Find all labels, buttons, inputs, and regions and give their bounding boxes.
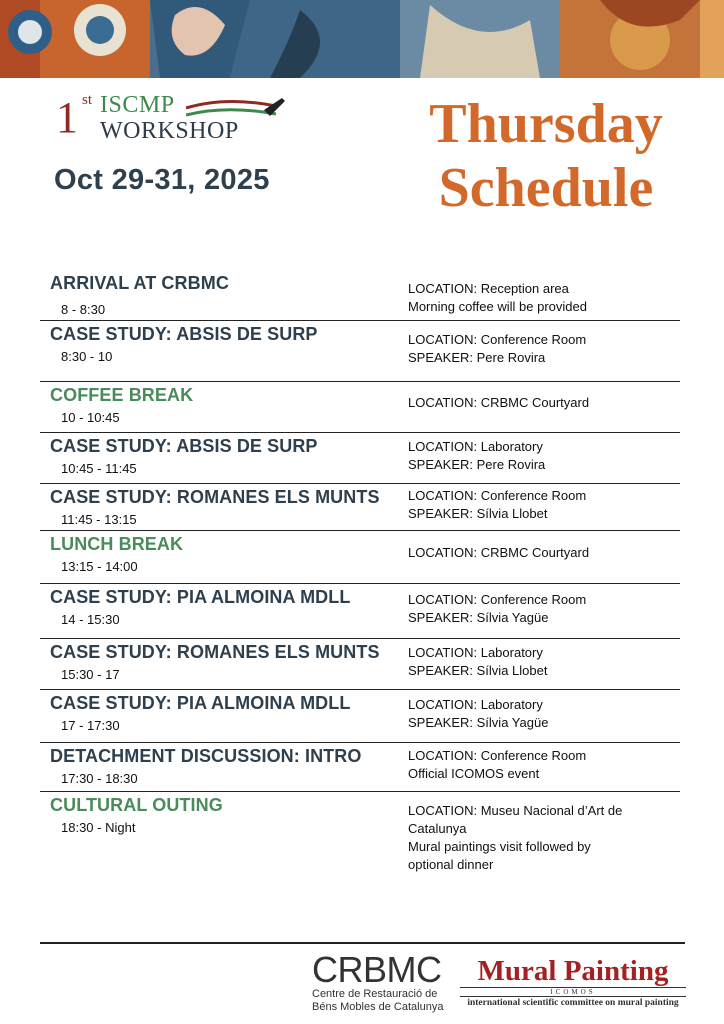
session-detail-line: LOCATION: Laboratory (408, 439, 543, 454)
session-details (408, 438, 678, 474)
schedule-row (40, 639, 680, 690)
schedule-row (40, 584, 680, 639)
session-detail-line: Official ICOMOS event (408, 766, 540, 781)
session-detail-line: LOCATION: Conference Room (408, 332, 587, 347)
session-detail-line: SPEAKER: Sílvia Yagüe (408, 715, 549, 730)
session-details (408, 591, 678, 627)
session-title: LUNCH BREAK (50, 534, 184, 554)
schedule-row (40, 268, 680, 321)
session-time: 8:30 - 10 (61, 349, 113, 364)
schedule-table (40, 268, 680, 882)
title-line1: Thursday (429, 93, 663, 155)
workshop-logo (56, 88, 286, 148)
schedule-row (40, 382, 680, 433)
session-time: 8 - 8:30 (61, 302, 106, 317)
session-detail-line: SPEAKER: Sílvia Yagüe (408, 610, 549, 625)
session-time: 18:30 - Night (61, 820, 136, 835)
session-detail-line: SPEAKER: Sílvia Llobet (408, 663, 548, 678)
session-details (408, 544, 678, 562)
mural-tagline: international scientific committee on mural painting (467, 998, 679, 1008)
title-line2: Schedule (438, 157, 654, 219)
session-title: CASE STUDY: ABSIS DE SURP (50, 324, 318, 344)
session-detail-line: LOCATION: Conference Room (408, 488, 587, 503)
mural-painting-logo (460, 956, 686, 1009)
event-dates: Oct 29-31, 2025 (54, 164, 270, 196)
schedule-row (40, 531, 680, 584)
session-detail-line: LOCATION: Conference Room (408, 592, 587, 607)
session-title: DETACHMENT DISCUSSION: INTRO (50, 746, 362, 766)
crbmc-name: CRBMC (312, 949, 442, 990)
session-details (408, 747, 678, 783)
schedule-row (40, 321, 680, 382)
schedule-row (40, 484, 680, 531)
crbmc-line2: Béns Mobles de Catalunya (312, 1001, 444, 1013)
session-title: ARRIVAL AT CRBMC (50, 273, 229, 293)
session-details (408, 394, 678, 412)
session-time: 14 - 15:30 (61, 612, 120, 627)
logo-superscript: st (82, 92, 93, 108)
logo-number: 1 (56, 93, 78, 142)
schedule-row (40, 433, 680, 484)
session-detail-line: optional dinner (408, 857, 494, 872)
session-details (408, 696, 678, 732)
session-detail-line: SPEAKER: Pere Rovira (408, 350, 546, 365)
session-title: CULTURAL OUTING (50, 795, 223, 815)
session-details (408, 280, 678, 316)
session-detail-line: Mural paintings visit followed by (408, 839, 591, 854)
session-detail-line: Morning coffee will be provided (408, 299, 587, 314)
schedule-row (40, 690, 680, 743)
session-detail-line: LOCATION: Conference Room (408, 748, 587, 763)
page-title (396, 92, 696, 220)
mural-org: ICOMOS (460, 987, 686, 997)
session-detail-line: LOCATION: Museu Nacional d’Art de (408, 803, 623, 818)
session-time: 17:30 - 18:30 (61, 771, 138, 786)
logo-line2: WORKSHOP (100, 118, 239, 144)
session-detail-line: LOCATION: Laboratory (408, 645, 543, 660)
session-details (408, 487, 678, 523)
session-detail-line: LOCATION: CRBMC Courtyard (408, 395, 590, 410)
session-detail-line: LOCATION: Reception area (408, 281, 569, 296)
paintbrush-icon (186, 96, 286, 122)
session-detail-line: Catalunya (408, 821, 467, 836)
mural-name: Mural Painting (477, 955, 669, 987)
header-banner-painting (0, 0, 724, 78)
session-title: CASE STUDY: PIA ALMOINA MDLL (50, 693, 351, 713)
schedule-row (40, 743, 680, 792)
session-title: COFFEE BREAK (50, 385, 194, 405)
session-title: CASE STUDY: ROMANES ELS MUNTS (50, 642, 380, 662)
logo-line1: ISCMP (100, 92, 175, 118)
session-title: CASE STUDY: ROMANES ELS MUNTS (50, 487, 380, 507)
session-details (408, 331, 678, 367)
session-time: 13:15 - 14:00 (61, 559, 138, 574)
session-time: 11:45 - 13:15 (61, 512, 137, 527)
session-detail-line: SPEAKER: Pere Rovira (408, 457, 546, 472)
session-detail-line: LOCATION: CRBMC Courtyard (408, 545, 590, 560)
session-time: 17 - 17:30 (61, 718, 120, 733)
schedule-row (40, 792, 680, 882)
session-title: CASE STUDY: PIA ALMOINA MDLL (50, 587, 351, 607)
session-details (408, 644, 678, 680)
session-title: CASE STUDY: ABSIS DE SURP (50, 436, 318, 456)
session-details (408, 802, 678, 874)
footer-divider (40, 942, 685, 944)
session-detail-line: LOCATION: Laboratory (408, 697, 543, 712)
session-detail-line: SPEAKER: Sílvia Llobet (408, 506, 548, 521)
session-time: 10 - 10:45 (61, 410, 120, 425)
session-time: 15:30 - 17 (61, 667, 120, 682)
session-time: 10:45 - 11:45 (61, 461, 137, 476)
crbmc-line1: Centre de Restauració de (312, 988, 438, 1000)
crbmc-logo (312, 949, 452, 1014)
